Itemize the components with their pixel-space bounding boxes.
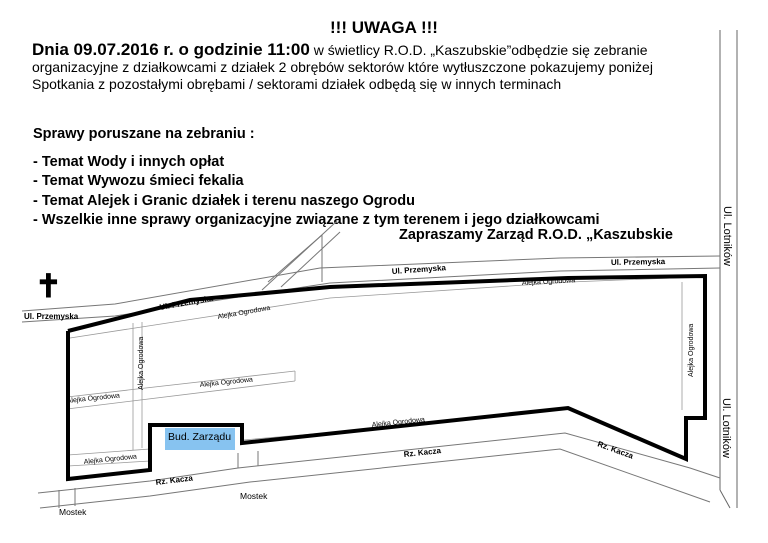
label-alejka-top-a: Alejka Ogrodowa [217,304,271,321]
agenda-item: - Temat Wody i innych opłat [33,154,225,170]
label-alejka-right-vertical: Alejka Ogrodowa [688,323,695,377]
label-mostek-mid: Mostek [240,491,268,501]
meeting-date-time: Dnia 09.07.2016 r. o godzinie 11:00 [32,40,310,59]
label-kacza-right: Rz. Kacza [596,439,635,461]
label-lotnikow-top: Ul. Lotników [721,206,733,266]
agenda-heading: Sprawy poruszane na zebraniu : [33,126,255,142]
label-kacza-left: Rz. Kacza [155,473,194,487]
office-label: Bud. Zarządu [168,431,232,443]
notice-body: w świetlicy R.O.D. „Kaszubskie”odbędzie się zebranie organizacyjne z działkowcami z działek 2 obrębów sektorów które wytłuszczone pokazujemy poniżej Spotkania z pozostałymi obrębami / sektorami działek odbędą się w innych terminach [32,42,653,92]
label-mostek-left: Mostek [59,507,87,517]
agenda-item: - Temat Wywozu śmieci fekalia [33,173,244,190]
agenda-item: - Wszelkie inne sprawy organizacyjne związane z tym terenem i jego działkowcami [33,212,600,229]
label-przemyska-c: Ul. Przemyska [610,257,666,267]
label-kacza-mid: Rz. Kacza [403,446,442,459]
label-alejka-bottom-left: Alejka Ogrodowa [83,453,138,466]
notice-title: !!! UWAGA !!! [330,18,438,37]
label-alejka-bottom-mid: Alejka Ogrodowa [371,416,426,429]
side-street [262,221,340,290]
label-alejka-left-vertical: Alejka Ogrodowa [138,336,145,390]
label-alejka-mid-b: Alejka Ogrodowa [199,376,254,389]
label-alejka-top-b: Alejka Ogrodowa [521,277,576,287]
label-przemyska-a: Ul. Przemyska [158,293,214,312]
label-przemyska-b: Ul. Przemyska [391,263,447,276]
agenda-item: - Temat Alejek i Granic działek i terenu naszego Ogrodu [33,192,415,209]
signoff: Zapraszamy Zarząd R.O.D. „Kaszubskie [399,227,673,243]
cross-icon: ✝ [35,268,62,304]
label-lotnikow-bottom: Ul. Lotników [720,398,732,458]
label-alejka-mid-a: Alejka Ogrodowa [66,392,121,405]
label-przemyska-left: Ul. Przemyska [24,312,79,321]
